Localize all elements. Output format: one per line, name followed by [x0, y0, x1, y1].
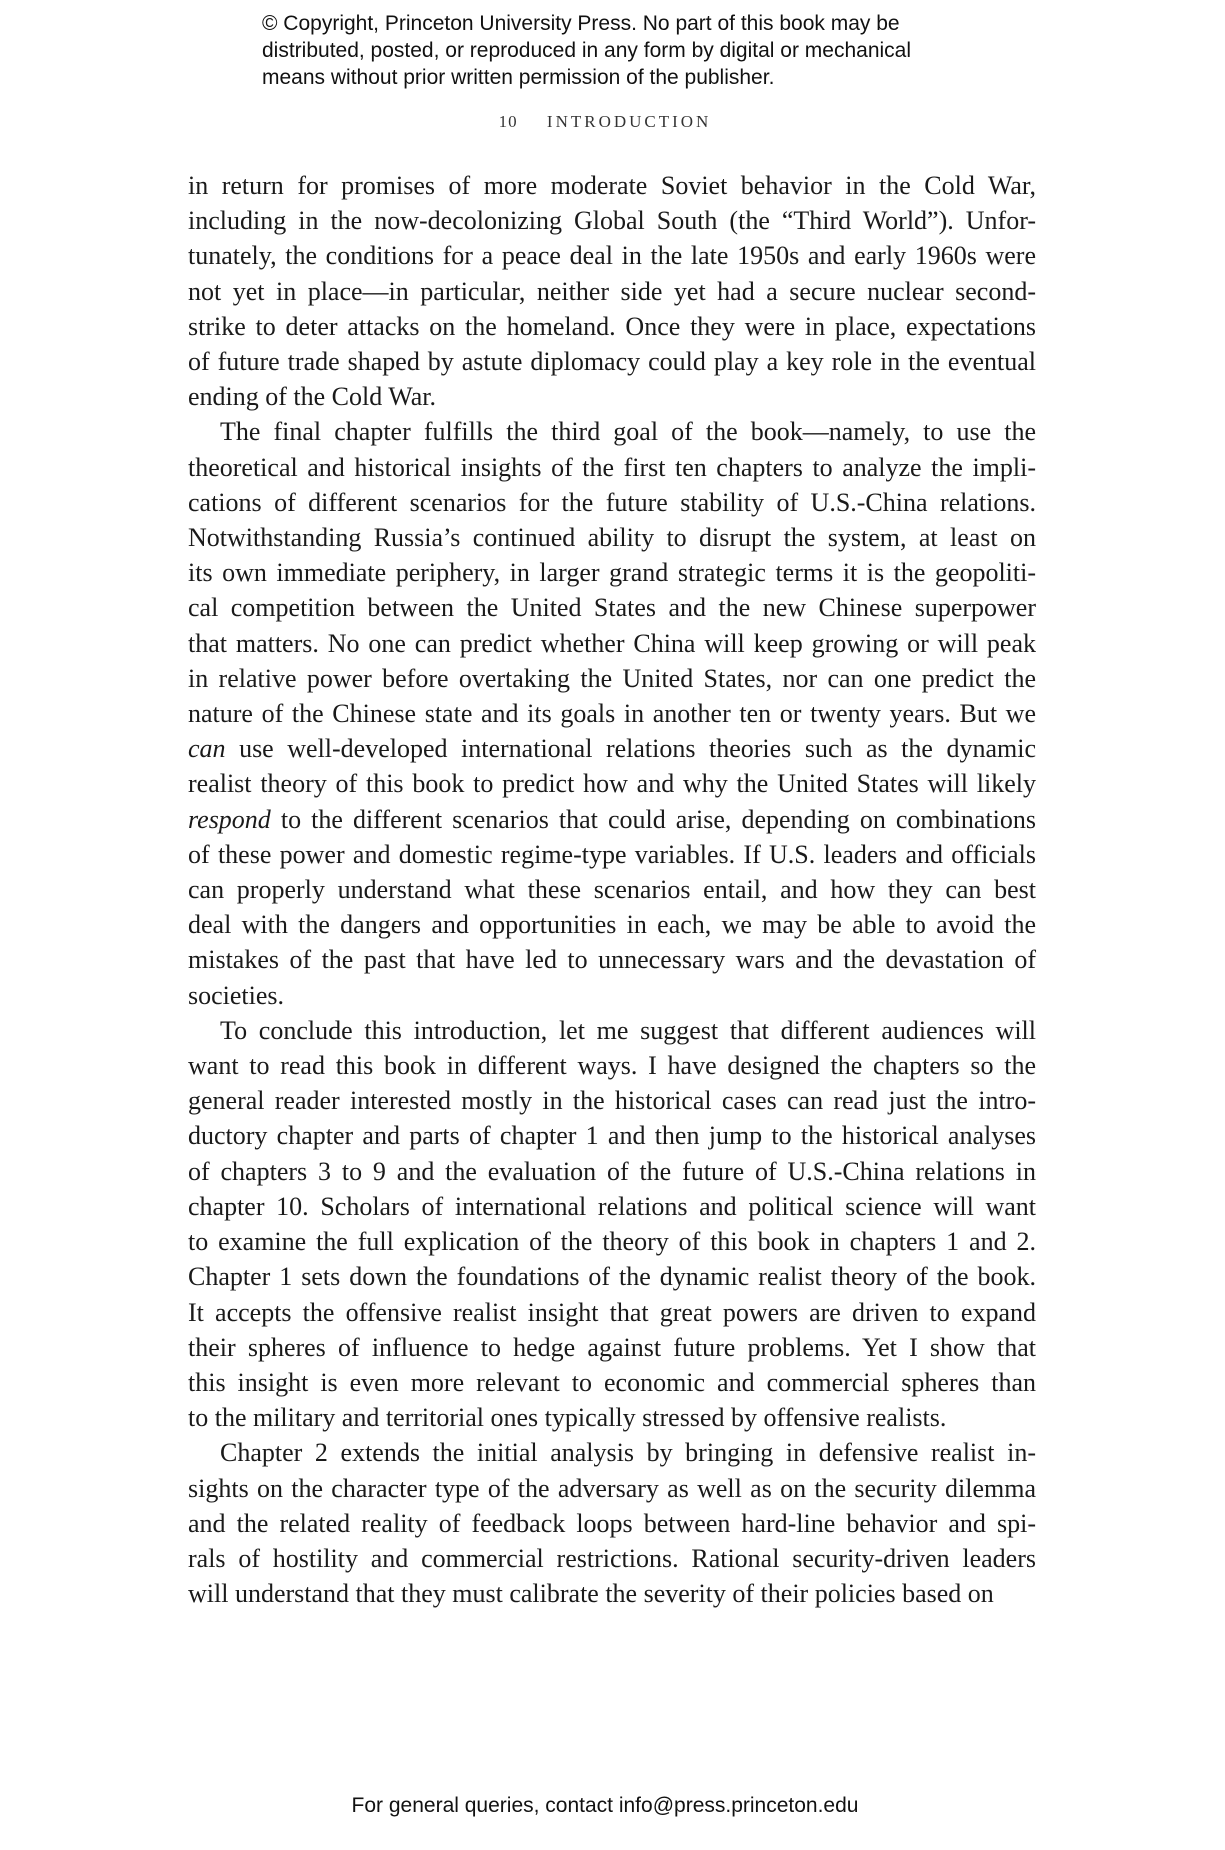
running-head-title: INTRODUCTION	[546, 112, 712, 131]
text-line: The final chapter fulfills the third goal of the book—namely, to use the	[220, 417, 1036, 447]
text-line: its own immediate periphery, in larger grand strategic terms it is the geopoliti-	[188, 558, 1036, 588]
paragraph	[188, 414, 1036, 1012]
text-line: Chapter 1 sets down the foundations of the dynamic realist theory of the book.	[188, 1262, 1036, 1292]
text-line: and the related reality of feedback loops between hard-line behavior and spi-	[188, 1508, 1036, 1538]
text-line: Chapter 2 extends the initial analysis by bringing in defensive realist in-	[220, 1438, 1036, 1468]
text-line: of chapters 3 to 9 and the evaluation of the future of U.S.-China relations in	[188, 1156, 1036, 1186]
text-line: To conclude this introduction, let me suggest that different audiences will	[220, 1015, 1036, 1045]
paragraph	[188, 1435, 1036, 1611]
running-head	[0, 112, 1210, 132]
text-line: societies.	[188, 980, 285, 1010]
copyright-notice	[262, 10, 982, 91]
text-line: nature of the Chinese state and its goals in another ten or twenty years. But we	[188, 699, 1036, 729]
text-line: respond to the different scenarios that could arise, depending on combinations	[188, 804, 1036, 834]
text-line: theoretical and historical insights of the first ten chapters to analyze the impli-	[188, 452, 1036, 482]
text-line: want to read this book in different ways. I have designed the chapters so the	[188, 1051, 1036, 1081]
text-line: general reader interested mostly in the historical cases can read just the intro-	[188, 1086, 1036, 1116]
text-line: can use well-developed international relations theories such as the dynamic	[188, 734, 1036, 764]
paragraph	[188, 1013, 1036, 1435]
text-line: this insight is even more relevant to economic and commercial spheres than	[188, 1367, 1036, 1397]
text-line: of these power and domestic regime-type variables. If U.S. leaders and officials	[188, 839, 1036, 869]
copyright-line: means without prior written permission of the publisher.	[262, 66, 775, 89]
text-line: to examine the full explication of the theory of this book in chapters 1 and 2.	[188, 1227, 1036, 1257]
text-line: in relative power before overtaking the United States, nor can one predict the	[188, 663, 1036, 693]
text-line: deal with the dangers and opportunities in each, we may be able to avoid the	[188, 910, 1036, 940]
text-line: not yet in place—in particular, neither side yet had a secure nuclear second-	[188, 276, 1036, 306]
text-line: strike to deter attacks on the homeland. Once they were in place, expectations	[188, 311, 1036, 341]
text-line: their spheres of influence to hedge against future problems. Yet I show that	[188, 1332, 1036, 1362]
paragraph	[188, 168, 1036, 414]
copyright-line: © Copyright, Princeton University Press. No part of this book may be	[262, 12, 900, 35]
text-line: cal competition between the United States and the new Chinese superpower	[188, 593, 1036, 623]
text-line: in return for promises of more moderate Soviet behavior in the Cold War,	[188, 171, 1036, 200]
text-line: chapter 10. Scholars of international relations and political science will want	[188, 1191, 1036, 1221]
text-line: It accepts the offensive realist insight that great powers are driven to expand	[188, 1297, 1036, 1327]
text-line: can properly understand what these scenarios entail, and how they can best	[188, 875, 1036, 905]
text-line: to the military and territorial ones typically stressed by offensive realists.	[188, 1403, 947, 1433]
footer-contact: For general queries, contact info@press.princeton.edu	[351, 1794, 859, 1817]
page-number: 10	[498, 112, 518, 131]
text-line: will understand that they must calibrate the severity of their policies based on	[188, 1579, 994, 1609]
text-line: mistakes of the past that have led to unnecessary wars and the devastation of	[188, 945, 1036, 975]
text-line: ductory chapter and parts of chapter 1 and then jump to the historical analyses	[188, 1121, 1036, 1151]
text-line: of future trade shaped by astute diplomacy could play a key role in the eventual	[188, 347, 1036, 377]
text-line: tunately, the conditions for a peace deal in the late 1950s and early 1960s were	[188, 241, 1036, 271]
copyright-line: distributed, posted, or reproduced in any form by digital or mechanical	[262, 39, 912, 62]
text-line: sights on the character type of the adversary as well as on the security dilemma	[188, 1473, 1036, 1503]
text-line: realist theory of this book to predict how and why the United States will likely	[188, 769, 1036, 799]
text-line: including in the now-decolonizing Global South (the “Third World”). Unfor-	[188, 206, 1036, 236]
text-line: rals of hostility and commercial restrictions. Rational security-driven leaders	[188, 1543, 1036, 1573]
body-text	[188, 168, 1036, 1611]
text-line: ending of the Cold War.	[188, 382, 437, 412]
text-line: that matters. No one can predict whether China will keep growing or will peak	[188, 628, 1036, 658]
text-line: Notwithstanding Russia’s continued ability to disrupt the system, at least on	[188, 523, 1036, 553]
text-line: cations of different scenarios for the future stability of U.S.-China relations.	[188, 487, 1036, 517]
